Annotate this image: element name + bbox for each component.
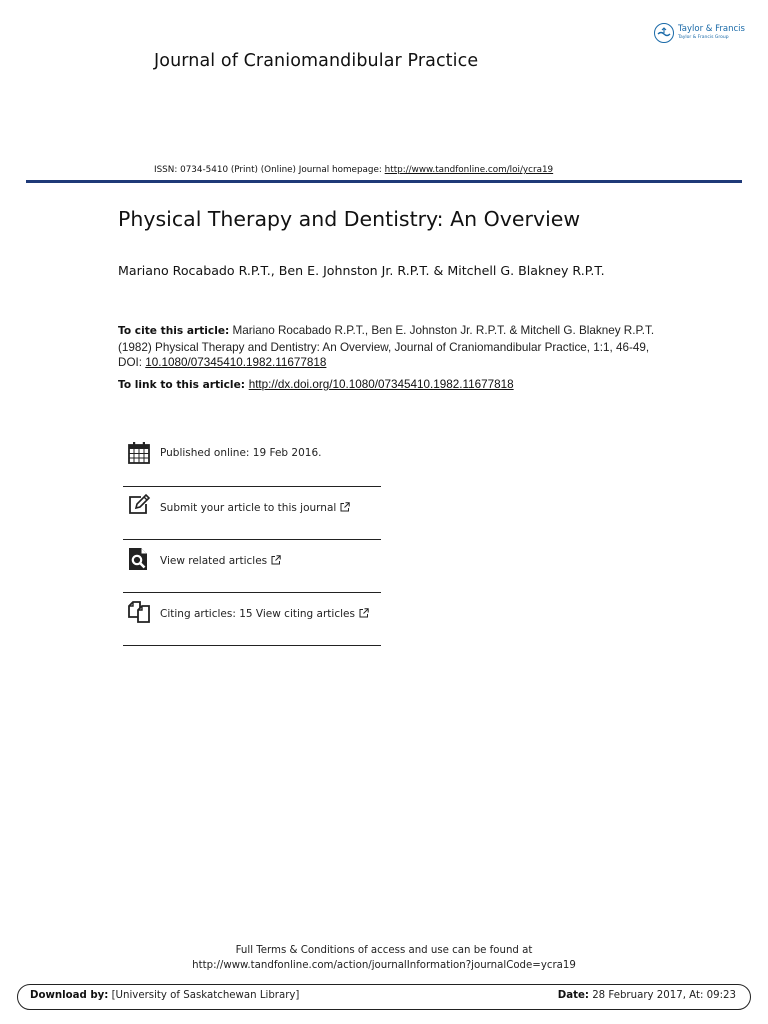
cite-text: Mariano Rocabado R.P.T., Ben E. Johnston Jr. R.P.T. & Mitchell G. Blakney R.P.T. (1982) Physical Therapy and Dentistry: An Overview, Journal of Craniomandibular Practice, 1:1, 46-49, DOI: [118,324,655,369]
info-divider [123,645,381,646]
publisher-name: Taylor & Francis [678,24,745,34]
issn-text: ISSN: 0734-5410 (Print) (Online) Journal homepage: [154,165,385,175]
citing-articles-label: Citing articles: 15 View citing articles [160,608,355,620]
journal-homepage-link[interactable]: http://www.tandfonline.com/loi/ycra19 [384,165,554,175]
date-label: Date: [557,990,589,1001]
terms-line: Full Terms & Conditions of access and use can be found at [235,945,533,956]
external-link-icon [359,608,369,621]
article-authors: Mariano Rocabado R.P.T., Ben E. Johnston Jr. R.P.T. & Mitchell G. Blakney R.P.T. [118,263,605,278]
info-divider [123,539,381,540]
issn-line [154,165,553,175]
header-divider [26,180,742,183]
edit-icon [127,493,151,517]
download-date [558,990,736,1001]
submit-article-label: Submit your article to this journal [160,502,337,514]
calendar-icon [127,441,151,465]
published-online-label: Published online: 19 Feb 2016. [160,447,322,459]
download-by [30,990,299,1001]
publisher-subname: Taylor & Francis Group [678,35,729,40]
terms-notice [0,943,768,973]
terms-url[interactable]: http://www.tandfonline.com/action/journalInformation?journalCode=ycra19 [192,960,576,971]
citation-block [118,323,658,371]
related-articles-label: View related articles [160,555,268,567]
download-label: Download by: [30,990,109,1001]
article-doi-link[interactable]: http://dx.doi.org/10.1080/07345410.1982.11677818 [248,378,514,391]
info-divider [123,592,381,593]
publisher-logo-icon [654,23,674,43]
info-divider [123,486,381,487]
article-link-line [118,378,514,391]
citing-articles-icon [127,600,151,624]
external-link-icon [271,555,281,568]
external-link-icon [340,502,350,515]
download-info-bar [17,984,751,1010]
cite-label: To cite this article: [118,325,230,337]
journal-title: Journal of Craniomandibular Practice [154,51,479,71]
publisher-logo[interactable] [654,21,754,47]
cite-doi-link[interactable]: 10.1080/07345410.1982.11677818 [145,356,327,369]
download-value: [University of Saskatchewan Library] [108,990,300,1001]
date-value: 28 February 2017, At: 09:23 [588,990,736,1001]
document-search-icon [127,547,151,571]
article-title: Physical Therapy and Dentistry: An Overview [118,207,581,231]
link-label: To link to this article: [118,379,249,391]
